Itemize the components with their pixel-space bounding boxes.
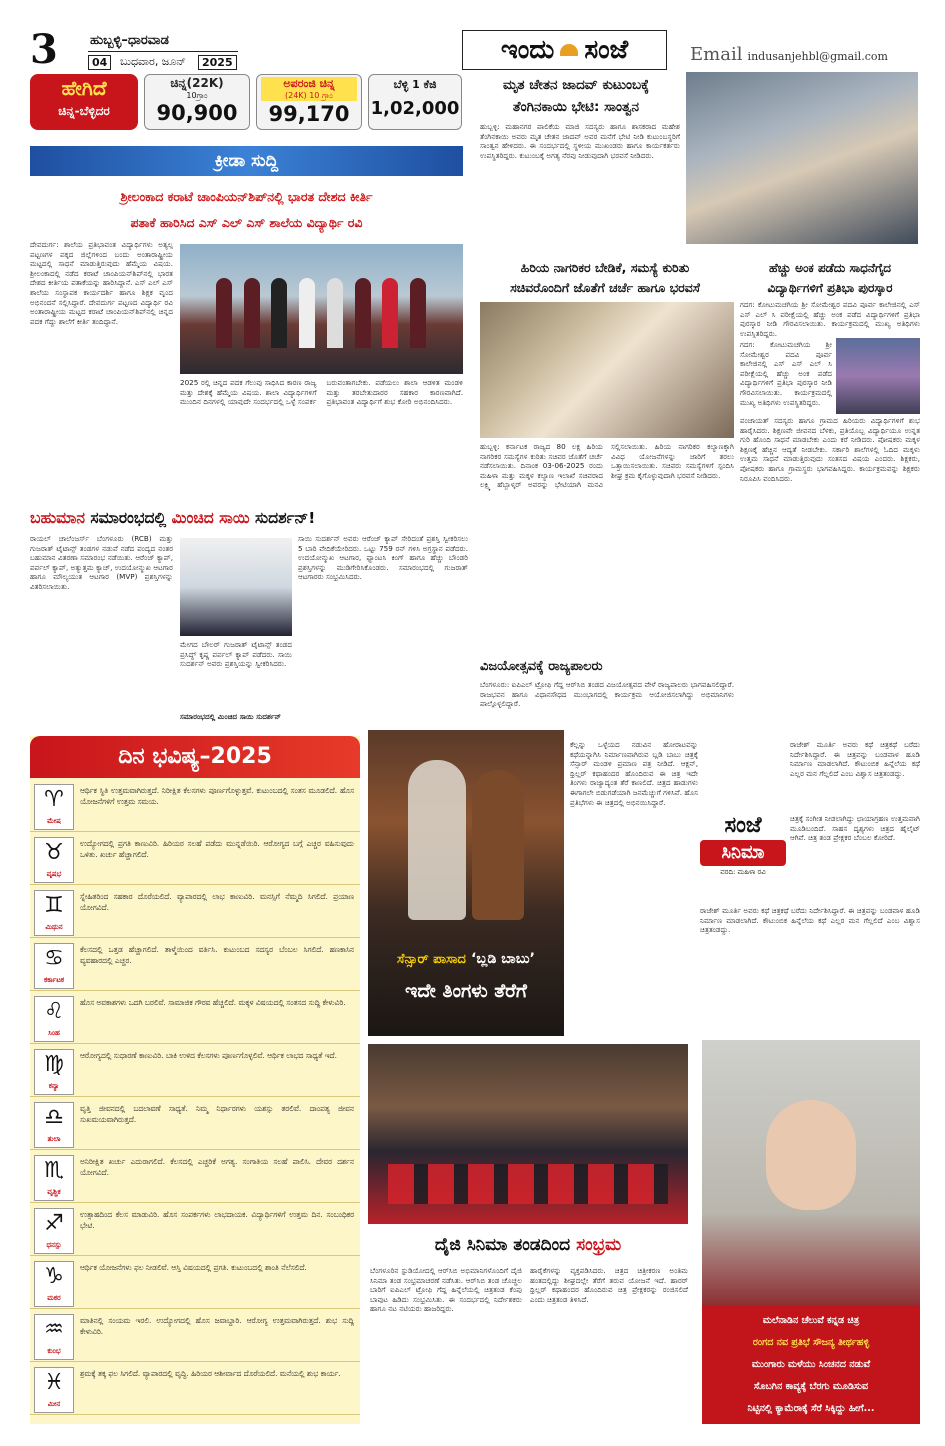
horoscope-text: ಶ್ರಮಕ್ಕೆ ತಕ್ಕ ಫಲ ಸಿಗಲಿದೆ. ವ್ಯಾಪಾರದಲ್ಲಿ ವೃದ್ಧಿ. ಹಿರಿಯರ ಆಶೀರ್ವಾದ ದೊರೆಯಲಿದೆ. ಮನೆಯಲ್ಲಿ ಶುಭ ಕಾರ್ಯ.	[80, 1369, 341, 1378]
award-body-top: ಗದಗ: ಕೋಟುಮಚಗಿಯ ಶ್ರೀ ಸೋಮೇಶ್ವರ ಪದವಿ ಪೂರ್ವ ಕಾಲೇಜಿನಲ್ಲಿ ಎಸ್ ಎಸ್ ಎಲ್ ಸಿ ಪರೀಕ್ಷೆಯಲ್ಲಿ ಹೆಚ್ಚು ಅಂಕ ಪಡೆದ ವಿದ್ಯಾರ್ಥಿಗಳಿಗೆ ಪ್ರತಿಭಾ ಪುರಸ್ಕಾರ ನೀಡಿ ಗೌರವಿಸಲಾಯಿತು. ಕಾರ್ಯಕ್ರಮದಲ್ಲಿ ಮುಖ್ಯ ಅತಿಥಿಗಳು ಉಪಸ್ಥಿತರಿದ್ದರು.	[740, 300, 920, 338]
karate-photo	[180, 244, 463, 374]
horoscope-text: ಆರ್ಥಿಕ ಯೋಜನೆಗಳು ಫಲ ನೀಡಲಿವೆ. ಆಸ್ತಿ ವಿಷಯದಲ್ಲಿ ಪ್ರಗತಿ. ಕುಟುಂಬದಲ್ಲಿ ಶಾಂತಿ ನೆಲೆಸಲಿದೆ.	[80, 1263, 307, 1272]
horoscope-row	[30, 1206, 360, 1256]
horoscope-text: ಆರೋಗ್ಯದಲ್ಲಿ ಸುಧಾರಣೆ ಕಾಣುವಿರಿ. ಬಾಕಿ ಉಳಿದ ಕೆಲಸಗಳು ಪೂರ್ಣಗೊಳ್ಳಲಿವೆ. ಆರ್ಥಿಕ ಲಾಭದ ಸಾಧ್ಯತೆ ಇದೆ.	[80, 1051, 337, 1060]
film-poster	[368, 730, 564, 1036]
daiji-flags	[388, 1164, 668, 1204]
zodiac-icon	[34, 784, 74, 830]
poster-line2: ಇದೇ ತಿಂಗಳು ತೆರೆಗೆ	[405, 980, 527, 1002]
cinema-body-right: ರಾಜೇಶ್ ಮೂರ್ತಿ ಅವರು ಕಥೆ ಚಿತ್ರಕಥೆ ಬರೆದು ನಿರ್ದೇಶಿಸಿದ್ದಾರೆ. ಈ ಚಿತ್ರವನ್ನು ಬಂಡವಾಳ ಹೂಡಿ ನಿರ್ಮಾಣ ಮಾಡಲಾಗಿದೆ. ಕೌಟುಂಬಿಕ ಹಿನ್ನೆಲೆಯ ಕಥೆ ಎಲ್ಲರ ಮನ ಗೆಲ್ಲಲಿದೆ ಎಂಬ ವಿಶ್ವಾಸ ಚಿತ್ರತಂಡದ್ದು.	[790, 740, 920, 778]
horoscope-text: ಹೊಸ ಅವಕಾಶಗಳು ಒದಗಿ ಬರಲಿವೆ. ಸಾಮಾಜಿಕ ಗೌರವ ಹೆಚ್ಚಲಿದೆ. ಮಕ್ಕಳ ವಿಷಯದಲ್ಲಿ ಸಂತಸದ ಸುದ್ದಿ ಕೇಳುವಿರಿ.	[80, 998, 346, 1007]
horoscope-row	[30, 1153, 360, 1203]
horoscope-row	[30, 835, 360, 885]
zodiac-icon	[34, 996, 74, 1042]
zodiac-symbol: ♑	[44, 1264, 64, 1289]
gold22-card	[144, 74, 250, 130]
zodiac-symbol: ♏	[44, 1158, 64, 1183]
paper-logo	[462, 30, 667, 70]
condolence-headline-2: ತೆಂಗಿನಕಾಯಿ ಭೇಟಿ: ಸಾಂತ್ವನ	[512, 99, 640, 115]
zodiac-name: ಮಕರ	[47, 1294, 61, 1302]
felicitation-word-3: ಮಿಂಚಿದ	[171, 509, 214, 527]
zodiac-symbol: ♌	[44, 999, 64, 1024]
sports-headline-1: ಶ್ರೀಲಂಕಾದ ಕರಾಟೆ ಚಾಂಪಿಯನ್‌ಶಿಪ್‌ನಲ್ಲಿ ಭಾರತ ದೇಶದ ಕೀರ್ತಿ	[120, 189, 373, 204]
zodiac-name: ಕರ್ಕಾಟಕ	[43, 976, 65, 984]
daiji-body-left: ಬೆಂಗಳೂರಿನ ಸ್ಟುಡಿಯೋದಲ್ಲಿ ಆರ್‌ಸಿಬಿ ಅಭಿಮಾನಿಗಳೊಂದಿಗೆ ದೈಜಿ ಸಿನಿಮಾ ತಂಡ ಸಂಭ್ರಮಾಚರಣೆ ನಡೆಸಿತು. ಆರ್‌ಸಿಬಿ ತಂಡ ಚೊಚ್ಚಲ ಬಾರಿಗೆ ಐಪಿಎಲ್ ಟ್ರೋಫಿ ಗೆದ್ದ ಹಿನ್ನೆಲೆಯಲ್ಲಿ ಚಿತ್ರತಂಡ ಕೆಂಪು ಬಾವುಟ ಹಿಡಿದು ಸಂಭ್ರಮಿಸಿತು. ಈ ಸಂದರ್ಭದಲ್ಲಿ ನಿರ್ದೇಶಕರು ಹಾಗೂ ನಟ ನಟಿಯರು ಹಾಜರಿದ್ದರು.	[370, 1266, 522, 1314]
page-number: 3	[30, 26, 58, 73]
actress-caption-5: ನಿಟ್ಟಿನಲ್ಲಿ ಕ್ಯಾಮೆರಾಕ್ಕೆ ಸೆರೆ ಸಿಕ್ಕಿದ್ದು ಹೀಗೆ...	[747, 1403, 875, 1414]
zodiac-symbol: ♍	[44, 1052, 64, 1077]
poster-actress-figure	[472, 770, 524, 920]
zodiac-icon	[34, 1367, 74, 1413]
horoscope-text: ಅನಿರೀಕ್ಷಿತ ಖರ್ಚು ಎದುರಾಗಲಿದೆ. ಕೆಲಸದಲ್ಲಿ ಎಚ್ಚರಿಕೆ ಅಗತ್ಯ. ಸಂಗಾತಿಯ ಸಲಹೆ ಪಾಲಿಸಿ. ದೇವರ ದರ್ಶನ ಯೋಗವಿದೆ.	[80, 1157, 354, 1177]
horoscope-row	[30, 1312, 360, 1362]
award-headline-2: ವಿದ್ಯಾರ್ಥಿಗಳಿಗೆ ಪ್ರತಿಭಾ ಪುರಸ್ಕಾರ	[767, 281, 893, 295]
horoscope-title: ದಿನ ಭವಿಷ್ಯ–2025	[118, 744, 272, 769]
zodiac-name: ಮೀನ	[47, 1400, 61, 1408]
email-label: Email	[690, 44, 743, 65]
horoscope-text: ಆರ್ಥಿಕ ಸ್ಥಿತಿ ಉತ್ತಮವಾಗಿರುತ್ತದೆ. ನಿರೀಕ್ಷಿತ ಕೆಲಸಗಳು ಪೂರ್ಣಗೊಳ್ಳುತ್ತವೆ. ಕುಟುಂಬದಲ್ಲಿ ಸಂತಸ ಮೂಡಲಿದೆ. ಹೊಸ ಯೋಜನೆಗಳಿಗೆ ಉತ್ತಮ ಸಮಯ.	[80, 786, 354, 806]
daiji-headline-b: ಸಂಭ್ರಮ	[576, 1235, 622, 1255]
zodiac-name: ಮೇಷ	[47, 817, 61, 825]
prices-heading-line2: ಚಿನ್ನ-ಬೆಳ್ಳಿದರ	[58, 104, 110, 118]
horoscope-text: ಉದ್ಯೋಗದಲ್ಲಿ ಪ್ರಗತಿ ಕಾಣುವಿರಿ. ಹಿರಿಯರ ಸಲಹೆ ಪಡೆದು ಮುನ್ನಡೆಯಿರಿ. ಆರೋಗ್ಯದ ಬಗ್ಗೆ ಎಚ್ಚರ ವಹಿಸುವುದು ಒಳಿತು. ಖರ್ಚು ಹೆಚ್ಚಾಗಲಿದೆ.	[80, 839, 354, 859]
actress-caption-2: ರಂಗದ ನವ ಪ್ರತಿಭೆ ಸೌಜನ್ಯ ತೀರ್ಥಹಳ್ಳಿ	[752, 1337, 870, 1348]
felicitation-body-right: ಸಾಯಿ ಸುದರ್ಶನ್ ಅವರು ಆರೆಂಜ್ ಕ್ಯಾಪ್ ಸೇರಿದಂತೆ ಪ್ರಶಸ್ತಿ ಸ್ವೀಕರಿಸಲು 5 ಬಾರಿ ವೇದಿಕೆಯೇರಿದರು. ಒಟ್ಟು 759 ರನ್ ಗಳಿಸಿ ಅಗ್ರಸ್ಥಾನ ಪಡೆದರು. ಉದಯೋನ್ಮುಖ ಆಟಗಾರ, ಫ್ಯಾಂಟಸಿ ಕಿಂಗ್ ಹಾಗೂ ಹೆಚ್ಚು ಬೌಂಡರಿ ಪ್ರಶಸ್ತಿಗಳನ್ನು ಮುಡಿಗೇರಿಸಿಕೊಂಡರು. ಸಮಾರಂಭದಲ್ಲಿ ಗುಜರಾತ್ ಆಟಗಾರರು ಸಂಭ್ರಮಿಸಿದರು.	[298, 534, 468, 582]
zodiac-symbol: ♐	[44, 1211, 64, 1236]
zodiac-symbol: ♒	[44, 1317, 64, 1342]
felicitation-headline	[30, 506, 470, 530]
actress-figure	[766, 1100, 856, 1210]
felicitation-word-1: ಬಹುಮಾನ	[30, 509, 85, 527]
horoscope-row	[30, 1365, 360, 1415]
sports-body-bottom: 2025 ರಲ್ಲಿ ಚಿನ್ನದ ಪದಕ ಗೆಲುವು ಸಾಧಿಸಿದ ಕಾರಣ ರಾಜ್ಯ ಮತ್ತು ದೇಶಕ್ಕೆ ಹೆಮ್ಮೆಯ ವಿಷಯ. ಶಾಲಾ ವಿದ್ಯಾರ್ಥಿಗಳಿಗೆ ಮುಂದಿನ ದಿನಗಳಲ್ಲಿ ಯಾವುದೇ ಸಂದರ್ಭದಲ್ಲಿ ಒಳ್ಳೆ ಸಂಪರ್ಕ ಬರುವಂತಾಗಬೇಕು. ಪಡೆಯಲು ಶಾಲಾ ಆಡಳಿತ ಮಂಡಳಿ ಮತ್ತು ತರಬೇತುದಾರರ ಸಹಕಾರ ಕಾರಣವಾಗಿದೆ. ಪ್ರತಿಭಾವಂತ ವಿದ್ಯಾರ್ಥಿಗೆ ಶುಭ ಕೋರಿ ಅಭಿನಂದಿಸಿದರು.	[180, 378, 463, 407]
condolence-photo	[686, 72, 918, 244]
zodiac-name: ಧನಸ್ಸು	[46, 1241, 62, 1249]
gold22-value: 90,900	[156, 101, 238, 125]
horoscope-title-bar	[30, 736, 360, 778]
felicitation-word-5: ಸುದರ್ಶನ್!	[254, 509, 316, 527]
condolence-headline-1: ಮೃತ ಚೇತನ ಜಾದವ್ ಕುಟುಂಬಕ್ಕೆ	[502, 77, 650, 93]
zodiac-name: ಮಿಥುನ	[45, 923, 63, 931]
prices-heading-line1: ಹೇಗಿದೆ	[61, 76, 107, 100]
seniors-headline-1: ಹಿರಿಯ ನಾಗರಿಕರ ಬೇಡಿಕೆ, ಸಮಸ್ಯೆ ಕುರಿತು	[520, 260, 690, 275]
gold24-card	[256, 74, 362, 130]
horoscope-text: ವೃತ್ತಿ ಜೀವನದಲ್ಲಿ ಬದಲಾವಣೆ ಸಾಧ್ಯತೆ. ನಿಮ್ಮ ನಿರ್ಧಾರಗಳು ಯಶಸ್ಸು ತರಲಿವೆ. ದಾಂಪತ್ಯ ಜೀವನ ಸುಖಮಯವಾಗಿರುತ್ತದೆ.	[80, 1104, 354, 1124]
horoscope-row	[30, 782, 360, 832]
felicitation-body-left: ರಾಯಲ್ ಚಾಲೆಂಜರ್ಸ್ ಬೆಂಗಳೂರು (RCB) ಮತ್ತು ಗುಜರಾತ್ ಟೈಟಾನ್ಸ್ ತಂಡಗಳ ನಡುವೆ ನಡೆದ ಪಂದ್ಯದ ನಂತರ ಬಹುಮಾನ ವಿತರಣಾ ಸಮಾರಂಭ ನಡೆಯಿತು. ಆರೆಂಜ್ ಕ್ಯಾಪ್, ಪರ್ಪಲ್ ಕ್ಯಾಪ್, ಅತ್ಯುತ್ತಮ ಕ್ಯಾಚ್, ಉದಯೋನ್ಮುಖ ಆಟಗಾರ ಹಾಗೂ ಮೌಲ್ಯಯುತ ಆಟಗಾರ (MVP) ಪ್ರಶಸ್ತಿಗಳನ್ನು ವಿತರಿಸಲಾಯಿತು.	[30, 534, 173, 591]
email-block	[690, 44, 920, 66]
gold24-value: 99,170	[268, 102, 350, 126]
felicitation-photo	[180, 538, 292, 636]
zodiac-symbol: ♉	[44, 840, 64, 865]
seniors-headline-2: ಸಚಿವರೊಂದಿಗೆ ಜೊತೆಗೆ ಚರ್ಚೆ ಹಾಗೂ ಭರವಸೆ	[510, 280, 700, 295]
award-headline-1: ಹೆಚ್ಚು ಅಂಕ ಪಡೆದು ಸಾಧನೆಗೈದ	[768, 261, 892, 275]
poster-line1-a: ಸೆನ್ಸಾರ್ ಪಾಸಾದ	[397, 952, 466, 967]
email-address[interactable]: indusanjehbl@gmail.com	[747, 50, 888, 63]
sports-body-left: ದೇವದುರ್ಗ: ಶಾಲೆಯ ಪ್ರತಿಭಾವಂತ ವಿದ್ಯಾರ್ಥಿಗಳು ಅತ್ಯಲ್ಪ ಪಟ್ಟಣಗಳ ಪಕ್ಕದ ಜಿಲ್ಲೆಗಳಿಂದ ಬಂದು ಅಂತಾರಾಷ್ಟ್ರೀಯ ಮಟ್ಟದಲ್ಲಿ ಸಾಧನೆ ಮಾಡುತ್ತಿರುವುದು ಹೆಮ್ಮೆಯ ವಿಷಯ. ಶ್ರೀಲಂಕಾದಲ್ಲಿ ನಡೆದ ಕರಾಟೆ ಚಾಂಪಿಯನ್‌ಶಿಪ್‌ನಲ್ಲಿ ಭಾರತ ದೇಶದ ಕೀರ್ತಿಯ ಪತಾಕೆಯನ್ನು ಹಾರಿಸಿದ್ದಾನೆ. ಎಸ್ ಎಲ್ ಎಸ್ ಶಾಲೆಯ ಸಂಸ್ಥಾಪಕ ಕಾರ್ಯದರ್ಶಿ ಹಾಗೂ ಶಿಕ್ಷಕ ವೃಂದ ಅಭಿನಂದನೆ ಸಲ್ಲಿಸಿದ್ದಾರೆ. ದೇವದುರ್ಗ ಪಟ್ಟಣದ ವಿದ್ಯಾರ್ಥಿ ರವಿ ಅಂತಾರಾಷ್ಟ್ರೀಯ ಮಟ್ಟದ ಕರಾಟೆ ಚಾಂಪಿಯನ್‌ಶಿಪ್‌ನಲ್ಲಿ ಚಿನ್ನದ ಪದಕ ಗೆದ್ದು ಶಾಲೆಗೆ ಕೀರ್ತಿ ತಂದಿದ್ದಾನೆ.	[30, 240, 173, 326]
horoscope-text: ಸ್ನೇಹಿತರಿಂದ ಸಹಕಾರ ದೊರೆಯಲಿದೆ. ವ್ಯಾಪಾರದಲ್ಲಿ ಲಾಭ ಕಾಣುವಿರಿ. ಮನಸ್ಸಿಗೆ ನೆಮ್ಮದಿ ಸಿಗಲಿದೆ. ಪ್ರಯಾಣ ಯೋಗವಿದೆ.	[80, 892, 354, 912]
sanje-logo-top: ಸಂಜೆ	[724, 813, 762, 838]
prices-heading	[30, 74, 138, 130]
zodiac-name: ವೃಷಭ	[46, 870, 62, 878]
zodiac-name: ಕುಂಭ	[47, 1347, 61, 1355]
sports-section-bar	[30, 146, 463, 176]
felicitation-word-4: ಸಾಯಿ	[219, 509, 250, 527]
zodiac-symbol: ♋	[44, 946, 64, 971]
horoscope-row	[30, 1047, 360, 1097]
condolence-body: ಹುಬ್ಬಳ್ಳಿ: ಮಹಾನಗರ ಪಾಲಿಕೆಯ ಮಾಜಿ ಸದಸ್ಯರು ಹಾಗೂ ಶಾಸಕರಾದ ಮಹೇಶ ತೆಂಗಿನಕಾಯಿ ಅವರು ಮೃತ ಚೇತನ ಜಾದವ್ ಅವರ ಮನೆಗೆ ಭೇಟಿ ನೀಡಿ ಕುಟುಂಬಸ್ಥರಿಗೆ ಸಾಂತ್ವನ ಹೇಳಿದರು. ಈ ಸಂದರ್ಭದಲ್ಲಿ ಸ್ಥಳೀಯ ಮುಖಂಡರು ಹಾಗೂ ಕಾರ್ಯಕರ್ತರು ಉಪಸ್ಥಿತರಿದ್ದರು. ಕುಟುಂಬಕ್ಕೆ ಅಗತ್ಯ ನೆರವು ನೀಡುವುದಾಗಿ ಭರವಸೆ ನೀಡಿದರು.	[480, 122, 680, 160]
sports-section-title: ಕ್ರೀಡಾ ಸುದ್ದಿ	[214, 151, 279, 171]
horoscope-text: ಉತ್ಸಾಹದಿಂದ ಕೆಲಸ ಮಾಡುವಿರಿ. ಹೊಸ ಸಂಪರ್ಕಗಳು ಲಾಭದಾಯಕ. ವಿದ್ಯಾರ್ಥಿಗಳಿಗೆ ಉತ್ತಮ ದಿನ. ಸಂಬಂಧಿಕರ ಭೇಟಿ.	[80, 1210, 354, 1230]
zodiac-symbol: ♊	[44, 893, 64, 918]
sports-headline-2: ಪತಾಕೆ ಹಾರಿಸಿದ ಎಸ್ ಎಲ್ ಎಸ್ ಶಾಲೆಯ ವಿದ್ಯಾರ್ಥಿ ರವಿ	[130, 215, 363, 230]
award-photo	[836, 338, 920, 414]
horoscope-row	[30, 888, 360, 938]
zodiac-name: ಕನ್ಯಾ	[48, 1082, 60, 1090]
horoscope-row	[30, 994, 360, 1044]
horoscope-text: ಕೆಲಸದಲ್ಲಿ ಒತ್ತಡ ಹೆಚ್ಚಾಗಲಿದೆ. ತಾಳ್ಮೆಯಿಂದ ವರ್ತಿಸಿ. ಕುಟುಂಬದ ಸದಸ್ಯರ ಬೆಂಬಲ ಸಿಗಲಿದೆ. ಹಣಕಾಸಿನ ವ್ಯವಹಾರದಲ್ಲಿ ಎಚ್ಚರ.	[80, 945, 354, 965]
silver-value: 1,02,000	[370, 98, 460, 119]
date-day-month: ಬುಧವಾರ, ಜೂನ್	[120, 55, 186, 68]
horoscope-row	[30, 1100, 360, 1150]
horoscope-row	[30, 1259, 360, 1309]
zodiac-icon	[34, 890, 74, 936]
zodiac-symbol: ♈	[44, 787, 64, 812]
silver-card	[368, 74, 462, 130]
actress-photo	[702, 1040, 920, 1424]
daiji-body-right: ಹಾರೈಕೆಗಳನ್ನು ವ್ಯಕ್ತಪಡಿಸಿದರು. ಚಿತ್ರದ ಚಿತ್ರೀಕರಣ ಅಂತಿಮ ಹಂತದಲ್ಲಿದ್ದು ಶೀಘ್ರದಲ್ಲೇ ತೆರೆಗೆ ತರುವ ಯೋಜನೆ ಇದೆ. ಹಾರರ್ ಥ್ರಿಲ್ಲರ್ ಕಥಾಹಂದರ ಹೊಂದಿರುವ ಚಿತ್ರ ಪ್ರೇಕ್ಷಕರನ್ನು ರಂಜಿಸಲಿದೆ ಎಂದು ಚಿತ್ರತಂಡ ತಿಳಿಸಿದೆ.	[530, 1266, 688, 1304]
daiji-headline	[368, 1230, 688, 1260]
zodiac-icon	[34, 1155, 74, 1201]
actress-caption-4: ಸೊಬಗಿನ ಕಾವ್ಯಕ್ಕೆ ಬೆರಗು ಮೂಡಿಸುವ	[753, 1381, 869, 1392]
date-number: 04	[88, 55, 111, 70]
date-year: 2025	[198, 55, 237, 70]
horoscope-text: ಮಾತಿನಲ್ಲಿ ಸಂಯಮ ಇರಲಿ. ಉದ್ಯೋಗದಲ್ಲಿ ಹೊಸ ಜವಾಬ್ದಾರಿ. ಆರೋಗ್ಯ ಉತ್ತಮವಾಗಿರುತ್ತದೆ. ಶುಭ ಸುದ್ದಿ ಕೇಳುವಿರಿ.	[80, 1316, 354, 1336]
poster-actor-figure	[408, 760, 466, 920]
zodiac-symbol: ♓	[44, 1370, 64, 1395]
sun-icon	[560, 44, 578, 56]
gold22-unit: 10ಗ್ರಾಂ	[186, 91, 208, 100]
actress-caption-3: ಮುಂಗಾರು ಮಳೆಯು ಸಿಂಚನದ ನಡುವೆ	[751, 1359, 871, 1370]
zodiac-name: ವೃಶ್ಚಿಕ	[47, 1188, 61, 1196]
zodiac-name: ಸಿಂಹ	[48, 1029, 60, 1037]
seniors-body: ಹುಬ್ಬಳ್ಳಿ: ಕರ್ನಾಟಕ ರಾಜ್ಯದ 80 ಲಕ್ಷ ಹಿರಿಯ ನಾಗರಿಕರ ಸಮಸ್ಯೆಗಳ ಕುರಿತು ಸಚಿವರ ಜೊತೆಗೆ ಚರ್ಚೆ ನಡೆಸಲಾಯಿತು. ದಿನಾಂಕ 03-06-2025 ರಂದು ಮಹಿಳಾ ಮತ್ತು ಮಕ್ಕಳ ಕಲ್ಯಾಣ ಇಲಾಖೆ ಸಚಿವರಾದ ಲಕ್ಷ್ಮಿ ಹೆಬ್ಬಾಳ್ಕರ್ ಅವರನ್ನು ಭೇಟಿಯಾಗಿ ಮನವಿ ಸಲ್ಲಿಸಲಾಯಿತು. ಹಿರಿಯ ನಾಗರಿಕರ ಕಲ್ಯಾಣಕ್ಕಾಗಿ ವಿವಿಧ ಯೋಜನೆಗಳನ್ನು ಜಾರಿಗೆ ತರಲು ಒತ್ತಾಯಿಸಲಾಯಿತು. ಸಚಿವರು ಸಮಸ್ಯೆಗಳಿಗೆ ಸ್ಪಂದಿಸಿ ಶೀಘ್ರ ಕ್ರಮ ಕೈಗೊಳ್ಳುವುದಾಗಿ ಭರವಸೆ ನೀಡಿದರು.	[480, 442, 734, 490]
victory-headline: ವಿಜಯೋತ್ಸವಕ್ಕೆ ರಾಜ್ಯಪಾಲರು	[480, 659, 603, 674]
victory-body: ಬೆಂಗಳೂರು: ಐಪಿಎಲ್ ಟ್ರೋಫಿ ಗೆದ್ದ ಆರ್‌ಸಿಬಿ ತಂಡದ ವಿಜಯೋತ್ಸವದ ವೇಳೆ ರಾಜ್ಯಪಾಲರು ಭಾಗವಹಿಸಲಿದ್ದಾರೆ. ರಾಜಭವನ ಹಾಗೂ ವಿಧಾನಸೌಧದ ಮುಂಭಾಗದಲ್ಲಿ ಕಾರ್ಯಕ್ರಮ ಆಯೋಜಿಸಲಾಗಿದ್ದು ಅಭಿಮಾನಿಗಳು ಪಾಲ್ಗೊಳ್ಳಲಿದ್ದಾರೆ.	[480, 680, 734, 709]
zodiac-icon	[34, 943, 74, 989]
sanje-logo-bottom: ಸಿನಿಮಾ	[700, 840, 786, 866]
gold24-label: ಅಪರಂಜಿ ಚಿನ್ನ	[261, 77, 357, 91]
felicitation-body-mid: ಮೇಗದ ಬೌಲರ್ ಗುಜರಾತ್ ಟೈಟಾನ್ಸ್ ತಂಡದ ಪ್ರಸಿದ್ಧ್ ಕೃಷ್ಣ ಪರ್ಪಲ್ ಕ್ಯಾಪ್ ಪಡೆದರು. ಸಾಯಿ ಸುದರ್ಶನ್ ಅವರು ಪ್ರಶಸ್ತಿಯನ್ನು ಸ್ವೀಕರಿಸಿದರು.	[180, 640, 292, 669]
seniors-photo	[480, 302, 734, 438]
sanje-cinema-logo	[700, 812, 786, 892]
poster-line1-b: ‘ಬ್ಲಡಿ ಬಾಬು’	[471, 951, 535, 967]
horoscope-row	[30, 941, 360, 991]
gold24-unit: (24K) 10 ಗ್ರಾಂ	[261, 91, 357, 101]
zodiac-icon	[34, 837, 74, 883]
zodiac-name: ತುಲಾ	[47, 1135, 61, 1143]
award-body-bottom: ಪಂಚಾಯತ್ ಸದಸ್ಯರು ಹಾಗೂ ಗ್ರಾಮದ ಹಿರಿಯರು ವಿದ್ಯಾರ್ಥಿಗಳಿಗೆ ಶುಭ ಹಾರೈಸಿದರು. ಶಿಕ್ಷಣವೇ ಜೀವನದ ಬೆಳಕು, ಪ್ರತಿಯೊಬ್ಬ ವಿದ್ಯಾರ್ಥಿಯೂ ಉನ್ನತ ಗುರಿ ಹೊಂದಿ ಸಾಧನೆ ಮಾಡಬೇಕು ಎಂದು ಕರೆ ನೀಡಿದರು. ಪೋಷಕರು ಮಕ್ಕಳ ಶಿಕ್ಷಣಕ್ಕೆ ಹೆಚ್ಚಿನ ಆದ್ಯತೆ ನೀಡಬೇಕು. ಸರ್ಕಾರಿ ಶಾಲೆಗಳಲ್ಲಿ ಓದಿದ ಮಕ್ಕಳು ಉತ್ತಮ ಸಾಧನೆ ಮಾಡುತ್ತಿರುವುದು ಸಂತಸದ ವಿಷಯ ಎಂದರು. ಶಿಕ್ಷಕರು, ಪೋಷಕರು ಹಾಗೂ ಗ್ರಾಮಸ್ಥರು ಭಾಗವಹಿಸಿದ್ದರು. ಕಾರ್ಯಕ್ರಮವನ್ನು ಶಿಕ್ಷಕರು ನಿರೂಪಿಸಿ ವಂದಿಸಿದರು.	[740, 416, 920, 483]
daiji-headline-a: ದೈಜಿ ಸಿನಿಮಾ ತಂಡದಿಂದ	[434, 1235, 571, 1255]
horoscope-panel	[30, 736, 360, 1424]
paper-name-right: ಸಂಜೆ	[584, 34, 629, 65]
zodiac-icon	[34, 1261, 74, 1307]
paper-name-left: ಇಂದು	[500, 34, 555, 65]
felicitation-word-2: ಸಮಾರಂಭದಲ್ಲಿ	[90, 509, 167, 527]
zodiac-icon	[34, 1049, 74, 1095]
zodiac-icon	[34, 1208, 74, 1254]
zodiac-symbol: ♎	[44, 1105, 64, 1130]
city-name: ಹುಬ್ಬಳ್ಳಿ–ಧಾರವಾಡ	[90, 33, 169, 48]
cinema-body-left: ಕೆಲ್ಲನ್ನು ಒಳ್ಳೆಯದ ನಡುವಿನ ಹೋರಾಟವನ್ನು ಕಥೆಯನ್ನಾಗಿಸಿ ನಿರ್ಮಾಣವಾಗಿರುವ ಬ್ಲಡಿ ಬಾಬು ಚಿತ್ರಕ್ಕೆ ಸೆನ್ಸಾರ್ ಮಂಡಳಿ ಪ್ರಮಾಣ ಪತ್ರ ನೀಡಿದೆ. ಆಕ್ಷನ್, ಥ್ರಿಲ್ಲರ್ ಕಥಾಹಂದರ ಹೊಂದಿರುವ ಈ ಚಿತ್ರ ಇದೇ ತಿಂಗಳು ರಾಜ್ಯಾದ್ಯಂತ ತೆರೆ ಕಾಣಲಿದೆ. ಚಿತ್ರದ ಹಾಡುಗಳು ಈಗಾಗಲೇ ಬಿಡುಗಡೆಯಾಗಿ ಜನಮೆಚ್ಚುಗೆ ಗಳಿಸಿವೆ. ಹೊಸ ಪ್ರತಿಭೆಗಳು ಈ ಚಿತ್ರದಲ್ಲಿ ಅಭಿನಯಿಸಿದ್ದಾರೆ.	[570, 740, 698, 807]
actress-caption-1: ಮಲೆನಾಡಿನ ಚೆಲುವೆ ಕನ್ನಡ ಚಿತ್ರ	[762, 1315, 860, 1326]
cinema-body-bottom: ರಾಜೇಶ್ ಮೂರ್ತಿ ಅವರು ಕಥೆ ಚಿತ್ರಕಥೆ ಬರೆದು ನಿರ್ದೇಶಿಸಿದ್ದಾರೆ. ಈ ಚಿತ್ರವನ್ನು ಬಂಡವಾಳ ಹೂಡಿ ನಿರ್ಮಾಣ ಮಾಡಲಾಗಿದೆ. ಕೌಟುಂಬಿಕ ಹಿನ್ನೆಲೆಯ ಕಥೆ ಎಲ್ಲರ ಮನ ಗೆಲ್ಲಲಿದೆ ಎಂಬ ವಿಶ್ವಾಸ ಚಿತ್ರತಂಡದ್ದು.	[700, 906, 920, 935]
masthead	[0, 0, 945, 72]
gold22-label: ಚಿನ್ನ(22K)	[170, 76, 224, 90]
cinema-body-right-2: ಚಿತ್ರಕ್ಕೆ ಸಂಗೀತ ನೀಡಲಾಗಿದ್ದು ಛಾಯಾಗ್ರಹಣ ಉತ್ತಮವಾಗಿ ಮೂಡಿಬಂದಿದೆ. ಸಾಹಸ ದೃಶ್ಯಗಳು ಚಿತ್ರದ ಹೈಲೈಟ್ ಆಗಿವೆ. ಚಿತ್ರ ತಂಡ ಪ್ರೇಕ್ಷಕರ ಬೆಂಬಲ ಕೋರಿದೆ.	[790, 814, 920, 843]
sanje-byline: ವರದಿ: ಮಹಿಳಾ ರವಿ	[720, 868, 766, 876]
zodiac-icon	[34, 1102, 74, 1148]
felicitation-caption: ಸಮಾರಂಭದಲ್ಲಿ ಮಿಂಚಿದ ಸಾಯಿ ಸುದರ್ಶನ್	[180, 712, 282, 721]
daiji-photo	[368, 1044, 688, 1224]
zodiac-icon	[34, 1314, 74, 1360]
award-body-side: ಗದಗ: ಕೋಟುಮಚಗಿಯ ಶ್ರೀ ಸೋಮೇಶ್ವರ ಪದವಿ ಪೂರ್ವ ಕಾಲೇಜಿನಲ್ಲಿ ಎಸ್ ಎಸ್ ಎಲ್ ಸಿ ಪರೀಕ್ಷೆಯಲ್ಲಿ ಹೆಚ್ಚು ಅಂಕ ಪಡೆದ ವಿದ್ಯಾರ್ಥಿಗಳಿಗೆ ಪ್ರತಿಭಾ ಪುರಸ್ಕಾರ ನೀಡಿ ಗೌರವಿಸಲಾಯಿತು. ಕಾರ್ಯಕ್ರಮದಲ್ಲಿ ಮುಖ್ಯ ಅತಿಥಿಗಳು ಉಪಸ್ಥಿತರಿದ್ದರು.	[740, 340, 832, 407]
silver-label: ಬೆಳ್ಳಿ 1 ಕೆಜಿ	[393, 78, 437, 91]
